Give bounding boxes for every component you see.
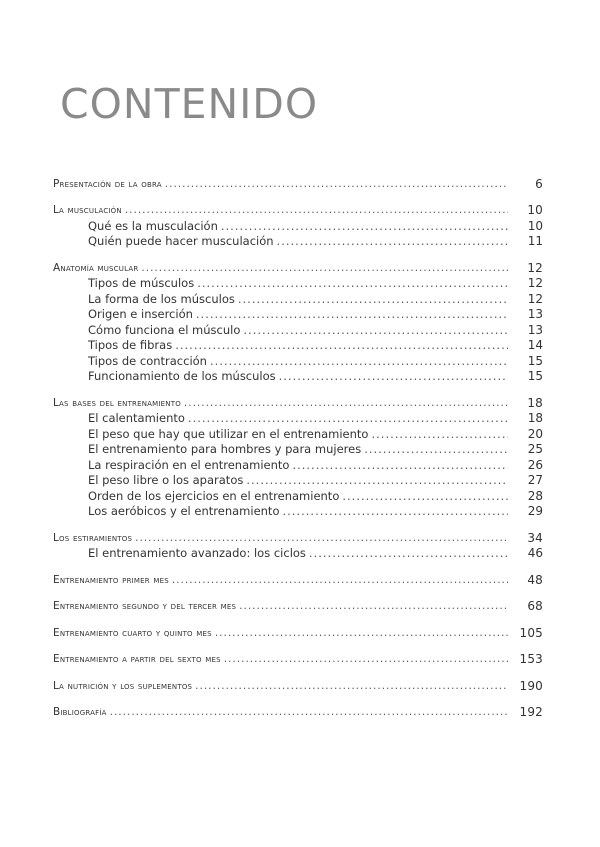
- toc-page-number: 12: [527, 260, 543, 275]
- toc-page-number: 15: [527, 353, 543, 368]
- dot-leader: [221, 219, 508, 233]
- toc-section-entry[interactable]: [53, 425, 543, 441]
- toc-page-number: 29: [527, 504, 543, 518]
- toc-chapter-entry[interactable]: [53, 394, 543, 410]
- toc-page-number: 18: [527, 411, 543, 425]
- toc-chapter-entry[interactable]: [53, 202, 543, 218]
- toc-page-number: 12: [527, 291, 543, 306]
- toc-section-entry[interactable]: [53, 233, 543, 249]
- toc-page-number: 14: [527, 338, 543, 352]
- toc-entry-label: Los estiramientos: [53, 531, 133, 544]
- toc-entry-label: Entrenamiento segundo y del tercer mes: [53, 600, 237, 612]
- dot-leader: [135, 531, 508, 545]
- toc-chapter-entry[interactable]: [53, 677, 543, 693]
- toc-section-entry[interactable]: [53, 503, 543, 519]
- table-of-contents: [53, 175, 543, 719]
- toc-entry-label: La forma de los músculos: [88, 291, 235, 306]
- dot-leader: [195, 679, 508, 693]
- toc-chapter-entry[interactable]: [53, 704, 543, 720]
- dot-leader: [292, 458, 508, 472]
- toc-page-number: 13: [527, 322, 543, 337]
- dot-leader: [243, 323, 508, 337]
- dot-leader: [210, 354, 508, 368]
- toc-gap: [53, 560, 543, 571]
- toc-section-entry[interactable]: [53, 441, 543, 457]
- toc-entry-label: Tipos de fibras: [88, 338, 173, 352]
- toc-entry-label: Entrenamiento cuarto y quinto mes: [53, 626, 212, 639]
- toc-entry-label: Los aeróbicos y el entrenamiento: [88, 504, 280, 518]
- toc-page-number: 192: [519, 705, 543, 719]
- dot-leader: [196, 307, 508, 321]
- dot-leader: [309, 546, 508, 560]
- toc-chapter-entry[interactable]: [53, 598, 543, 614]
- toc-entry-label: Qué es la musculación: [88, 218, 218, 233]
- toc-section-entry[interactable]: [53, 487, 543, 503]
- toc-page-number: 68: [527, 599, 543, 613]
- toc-page-number: 6: [535, 176, 543, 191]
- dot-leader: [246, 473, 508, 487]
- toc-page-number: 105: [519, 625, 543, 640]
- dot-leader: [141, 261, 508, 275]
- dot-leader: [125, 203, 508, 217]
- toc-gap: [53, 693, 543, 704]
- toc-page-number: 46: [527, 546, 543, 560]
- toc-entry-label: Las bases del entrenamiento: [53, 396, 181, 409]
- toc-entry-label: El peso libre o los aparatos: [88, 473, 244, 487]
- toc-entry-label: Presentación de la obra: [53, 177, 162, 190]
- toc-page-number: 10: [527, 218, 543, 233]
- toc-entry-label: Orden de los ejercicios en el entrenamiento: [88, 488, 340, 503]
- toc-section-entry[interactable]: [53, 352, 543, 368]
- toc-page-number: 27: [527, 473, 543, 487]
- toc-section-entry[interactable]: [53, 368, 543, 384]
- dot-leader: [342, 489, 508, 503]
- toc-chapter-entry[interactable]: [53, 529, 543, 545]
- toc-entry-label: Bibliografía: [53, 706, 107, 718]
- toc-section-entry[interactable]: [53, 290, 543, 306]
- toc-gap: [53, 191, 543, 202]
- toc-entry-label: El entrenamiento para hombres y para mujeres: [88, 442, 362, 456]
- toc-entry-label: Funcionamiento de los músculos: [88, 369, 276, 383]
- toc-section-entry[interactable]: [53, 337, 543, 353]
- toc-page-number: 18: [527, 395, 543, 410]
- toc-entry-label: Cómo funciona el músculo: [88, 322, 241, 337]
- toc-gap: [53, 518, 543, 529]
- dot-leader: [110, 705, 508, 719]
- dot-leader: [371, 427, 508, 441]
- dot-leader: [184, 396, 508, 410]
- toc-page-number: 15: [527, 369, 543, 383]
- toc-entry-label: Entrenamiento primer mes: [53, 573, 169, 586]
- dot-leader: [364, 442, 508, 456]
- toc-entry-label: El entrenamiento avanzado: los ciclos: [88, 546, 306, 560]
- toc-chapter-entry[interactable]: [53, 651, 543, 667]
- dot-leader: [188, 411, 508, 425]
- toc-chapter-entry[interactable]: [53, 571, 543, 587]
- toc-entry-label: La musculación: [53, 204, 122, 216]
- toc-entry-label: El peso que hay que utilizar en el entrenamiento: [88, 426, 369, 441]
- toc-gap: [53, 248, 543, 259]
- dot-leader: [165, 177, 508, 191]
- toc-page-number: 48: [527, 572, 543, 587]
- dot-leader: [239, 599, 508, 613]
- toc-entry-label: La nutrición y los suplementos: [53, 679, 193, 692]
- toc-page-number: 28: [527, 488, 543, 503]
- dot-leader: [215, 626, 508, 640]
- dot-leader: [238, 292, 508, 306]
- toc-entry-label: Anatomía muscular: [53, 261, 139, 274]
- toc-page-number: 153: [519, 652, 543, 666]
- dot-leader: [197, 276, 508, 290]
- toc-page-number: 20: [527, 426, 543, 441]
- toc-section-entry[interactable]: [53, 217, 543, 233]
- toc-gap: [53, 613, 543, 624]
- toc-entry-label: Origen e inserción: [88, 307, 193, 321]
- toc-section-entry[interactable]: [53, 275, 543, 291]
- toc-entry-label: El calentamiento: [88, 411, 185, 425]
- toc-page-number: 10: [527, 203, 543, 217]
- toc-page-number: 26: [527, 457, 543, 472]
- toc-section-entry[interactable]: [53, 456, 543, 472]
- toc-chapter-entry[interactable]: [53, 259, 543, 275]
- dot-leader: [279, 369, 508, 383]
- toc-section-entry[interactable]: [53, 410, 543, 426]
- page-title: CONTENIDO: [60, 80, 319, 128]
- toc-page-number: 12: [527, 276, 543, 290]
- toc-page-number: 25: [527, 442, 543, 456]
- toc-gap: [53, 666, 543, 677]
- toc-entry-label: Quién puede hacer musculación: [88, 234, 274, 248]
- toc-page-number: 13: [527, 307, 543, 321]
- toc-gap: [53, 640, 543, 651]
- toc-entry-label: Entrenamiento a partir del sexto mes: [53, 653, 221, 665]
- toc-page-number: 11: [527, 234, 543, 248]
- toc-chapter-entry[interactable]: [53, 624, 543, 640]
- toc-entry-label: La respiración en el entrenamiento: [88, 457, 290, 472]
- dot-leader: [224, 652, 508, 666]
- toc-section-entry[interactable]: [53, 472, 543, 488]
- toc-chapter-entry[interactable]: [53, 175, 543, 191]
- toc-section-entry[interactable]: [53, 321, 543, 337]
- toc-section-entry[interactable]: [53, 306, 543, 322]
- toc-gap: [53, 383, 543, 394]
- dot-leader: [175, 338, 508, 352]
- toc-entry-label: Tipos de contracción: [88, 353, 207, 368]
- dot-leader: [172, 573, 508, 587]
- toc-gap: [53, 587, 543, 598]
- dot-leader: [277, 234, 508, 248]
- toc-section-entry[interactable]: [53, 545, 543, 561]
- toc-entry-label: Tipos de músculos: [88, 276, 195, 290]
- toc-page-number: 34: [527, 530, 543, 545]
- toc-page-number: 190: [519, 678, 543, 693]
- dot-leader: [282, 504, 508, 518]
